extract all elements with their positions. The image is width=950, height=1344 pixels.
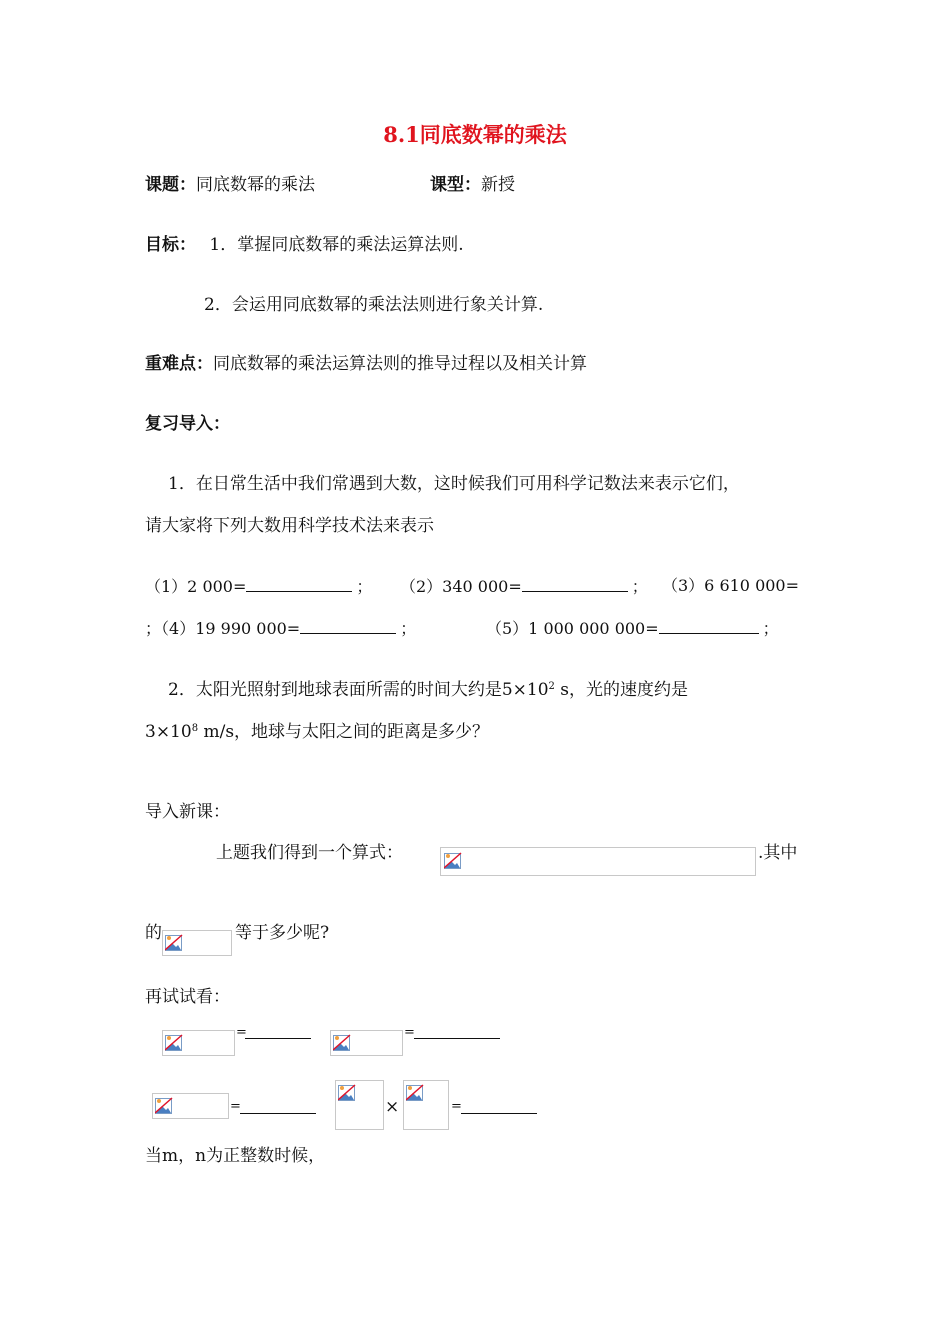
type-label: 课型 (430, 175, 464, 195)
key-points-label: 重难点 (145, 354, 196, 374)
answer-line-4[interactable] (461, 1113, 537, 1114)
review-question-2-line-2: $3\times 10^8$ m/s，地球与太阳之间的距离是多少？ (145, 722, 490, 742)
type-line: 课型：新授 (430, 175, 515, 195)
new-lesson-line-1a: 上题我们得到一个算式： (216, 843, 403, 863)
final-line: 当m，n为正整数时候， (145, 1146, 326, 1166)
broken-image-icon (333, 1033, 351, 1051)
goals-line-1: 目标： 1．掌握同底数幂的乘法运算法则. (145, 235, 464, 255)
broken-image-icon (406, 1083, 424, 1101)
goal-item-2: 2．会运用同底数幂的乘法法则进行象关计算. (204, 295, 544, 315)
answer-line-3[interactable] (240, 1113, 316, 1114)
review-question-2-line-1: 2．太阳光照射到地球表面所需的时间大约是$5\times 10^2$ s，光的速度约是 (168, 680, 689, 700)
key-points-line: 重难点：同底数幂的乘法运算法则的推导过程以及相关计算 (145, 354, 587, 374)
broken-image-icon (165, 933, 183, 951)
review-question-1-line-2: 请大家将下列大数用科学技术法来表示 (145, 516, 434, 536)
exercise-2-label: （2）340 000= (400, 577, 522, 596)
goals-label: 目标 (145, 235, 179, 255)
new-lesson-line-2a: 的 (145, 923, 162, 943)
formula-image-4 (330, 1030, 403, 1056)
exercise-1-label: （1）2 000= (145, 577, 247, 596)
try-heading: 再试试看： (145, 987, 230, 1007)
exercise-row-1: （1）2 000= ； (145, 577, 373, 596)
exercise-row-1b: （2）340 000= ； (400, 577, 648, 596)
document-title: 8.1同底数幂的乘法 (383, 122, 567, 147)
answer-line-2[interactable] (414, 1038, 500, 1039)
equals-sign: = (451, 1099, 462, 1114)
answer-blank-5[interactable] (659, 617, 759, 634)
new-lesson-heading: 导入新课： (145, 802, 230, 822)
exercise-row-2: ；（4）19 990 000= ； (145, 619, 417, 638)
formula-image-2 (162, 930, 232, 956)
exercise-4-label: （4）19 990 000= (161, 619, 301, 638)
formula-image-5 (152, 1093, 229, 1119)
formula-image-6 (335, 1080, 384, 1130)
broken-image-icon (338, 1083, 356, 1101)
answer-line-1[interactable] (245, 1038, 311, 1039)
exercise-5-label: （5）1 000 000 000= (486, 619, 659, 638)
topic-label: 课题 (145, 175, 179, 195)
formula-image-7 (403, 1080, 449, 1130)
exercise-3-label: （3）6 610 000= (662, 576, 800, 595)
broken-image-icon (155, 1096, 173, 1114)
key-points-text: 同底数幂的乘法运算法则的推导过程以及相关计算 (213, 354, 587, 374)
new-lesson-line-1b: .其中 (758, 843, 798, 863)
formula-image-3 (162, 1030, 235, 1056)
goal-item-1: 1．掌握同底数幂的乘法运算法则. (209, 235, 464, 255)
formula-image-1 (440, 847, 756, 876)
exercise-row-2b: （5）1 000 000 000= ； (486, 619, 779, 638)
equals-sign: = (404, 1025, 415, 1040)
answer-blank-4[interactable] (300, 617, 396, 634)
equals-sign: = (230, 1099, 241, 1114)
type-value: 新授 (481, 175, 515, 195)
broken-image-icon (444, 851, 462, 869)
review-heading: 复习导入： (145, 414, 230, 434)
times-sign: × (385, 1097, 400, 1117)
new-lesson-line-2b: 等于多少呢? (235, 923, 330, 943)
topic-line: 课题：同底数幂的乘法 (145, 175, 315, 195)
answer-blank-1[interactable] (246, 575, 352, 592)
broken-image-icon (165, 1033, 183, 1051)
topic-value: 同底数幂的乘法 (196, 175, 315, 195)
answer-blank-2[interactable] (522, 575, 628, 592)
review-question-1-line-1: 1．在日常生活中我们常遇到大数，这时候我们可用科学记数法来表示它们， (168, 474, 740, 494)
equals-sign: = (236, 1025, 247, 1040)
